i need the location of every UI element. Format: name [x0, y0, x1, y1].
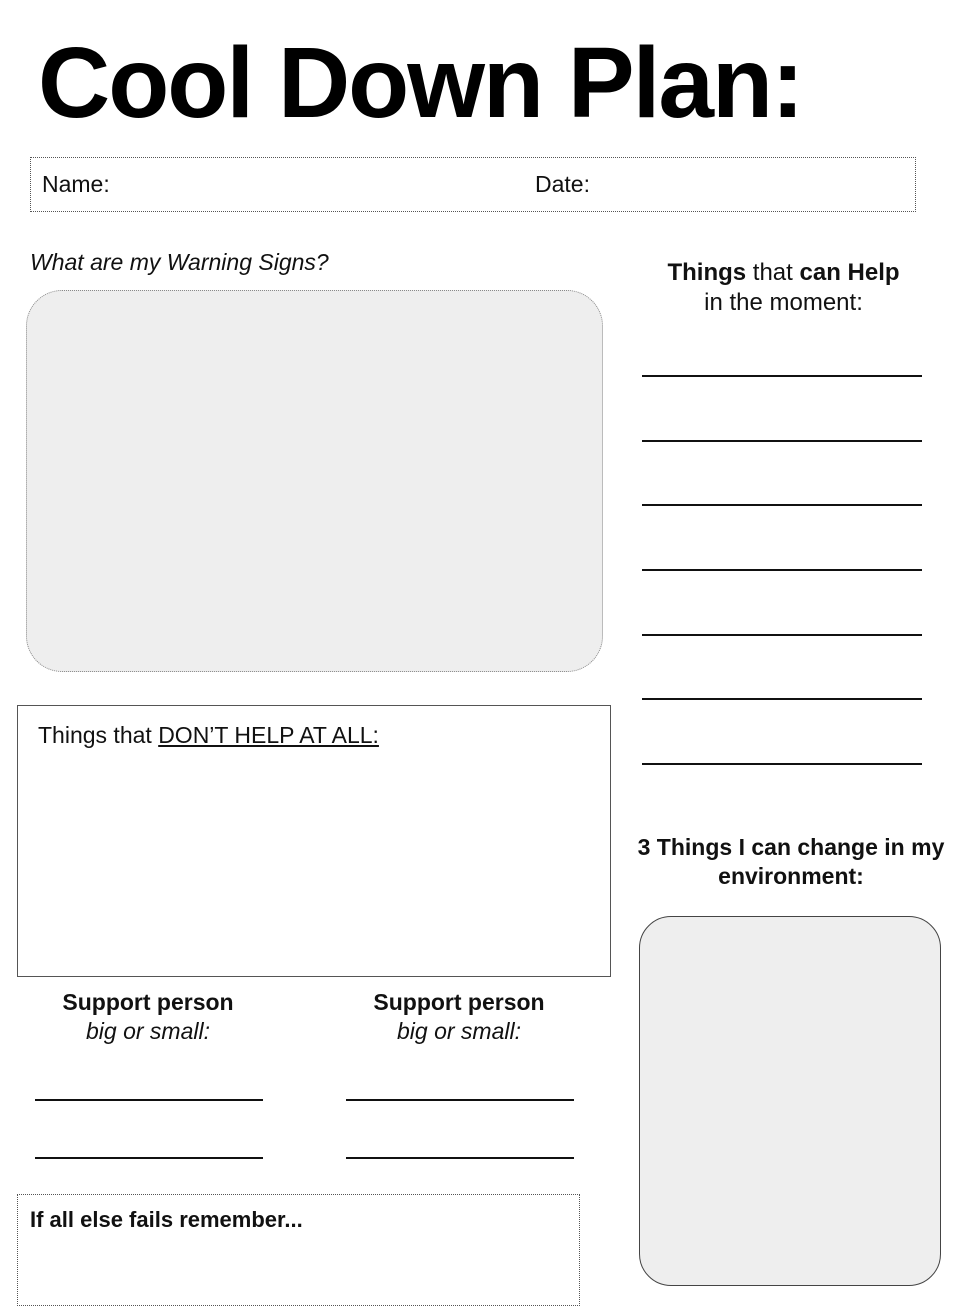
help-heading-part1: Things — [667, 259, 747, 286]
page-title: Cool Down Plan: — [38, 27, 803, 139]
help-answer-line[interactable] — [642, 763, 922, 765]
support-person-subtitle: big or small: — [397, 1018, 521, 1044]
help-heading-part2: that — [746, 259, 800, 286]
environment-heading: 3 Things I can change in my environment: — [637, 834, 945, 889]
support-answer-line[interactable] — [35, 1099, 263, 1101]
remember-label: If all else fails remember... — [30, 1207, 303, 1232]
name-label: Name: — [42, 171, 110, 197]
help-heading-part3: can Help — [799, 259, 900, 286]
help-answer-line[interactable] — [642, 440, 922, 442]
help-answer-line[interactable] — [642, 375, 922, 377]
dont-help-emphasis: DON’T HELP AT ALL: — [158, 722, 379, 748]
support-person-2 — [339, 988, 579, 1046]
name-date-box — [30, 157, 916, 212]
help-heading-line2: in the moment: — [704, 289, 863, 316]
help-in-moment-heading — [636, 258, 931, 318]
support-answer-line[interactable] — [35, 1157, 263, 1159]
warning-signs-question: What are my Warning Signs? — [30, 249, 329, 275]
dont-help-prefix: Things that — [38, 722, 159, 748]
support-person-title: Support person — [62, 989, 234, 1015]
support-person-subtitle: big or small: — [86, 1018, 210, 1044]
support-answer-line[interactable] — [346, 1157, 574, 1159]
help-answer-line[interactable] — [642, 698, 922, 700]
environment-box[interactable] — [639, 916, 941, 1286]
support-person-1 — [28, 988, 268, 1046]
support-answer-line[interactable] — [346, 1099, 574, 1101]
help-answer-line[interactable] — [642, 504, 922, 506]
help-answer-line[interactable] — [642, 634, 922, 636]
date-label: Date: — [535, 171, 590, 197]
dont-help-label — [38, 720, 379, 750]
warning-signs-box[interactable] — [26, 290, 603, 672]
support-person-title: Support person — [373, 989, 545, 1015]
help-answer-line[interactable] — [642, 569, 922, 571]
